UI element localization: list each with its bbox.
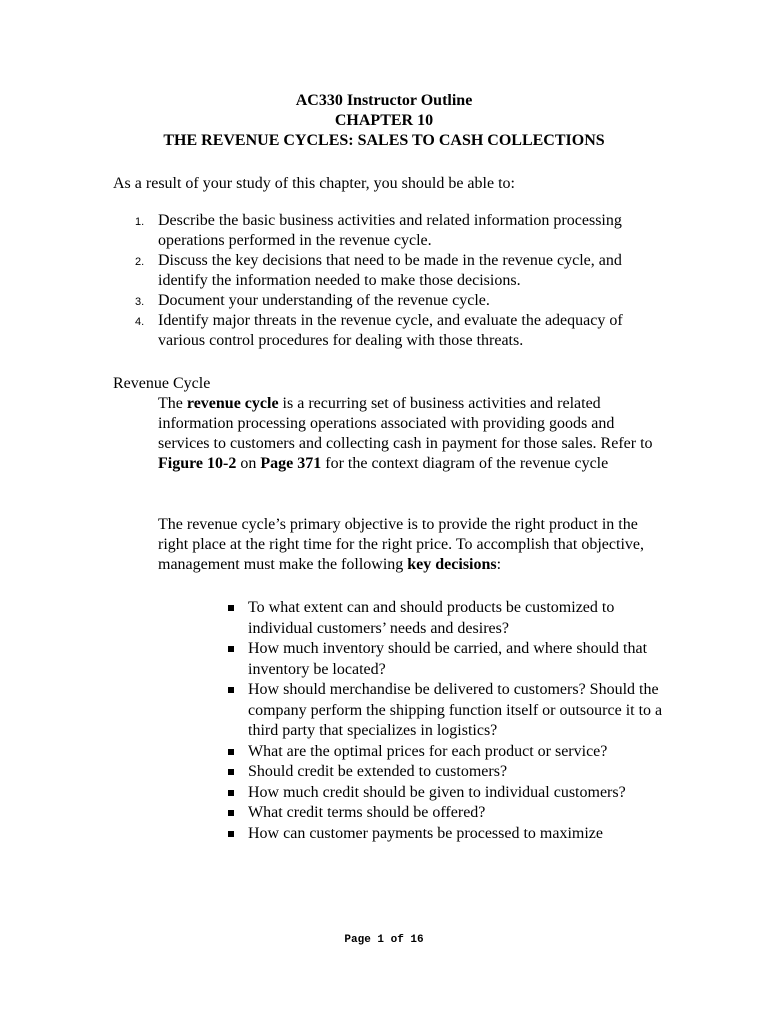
decision-item — [228, 598, 668, 639]
objective-text: Identify major threats in the revenue cycle, and evaluate the adequacy of various control procedures for dealing with those threats. — [158, 312, 623, 349]
page-number: Page 1 of 16 — [344, 934, 424, 946]
decision-item — [228, 639, 668, 680]
objective-number: 1. — [135, 216, 145, 228]
decision-text: How much inventory should be carried, and where should that inventory be located? — [248, 640, 648, 678]
course-title: AC330 Instructor Outline — [295, 92, 473, 109]
revenue-cycle-definition — [158, 394, 668, 474]
primary-objective-paragraph — [158, 515, 668, 575]
decision-text: To what extent can and should products be customized to individual customers’ needs and desires? — [248, 599, 615, 637]
para-text: : — [496, 556, 502, 573]
key-decisions-list — [228, 598, 668, 844]
objective-number: 4. — [135, 316, 145, 328]
decision-text: What credit terms should be offered? — [248, 804, 486, 821]
decision-item — [228, 824, 668, 845]
square-bullet-icon — [228, 605, 234, 611]
decision-text: What are the optimal prices for each product or service? — [248, 742, 608, 760]
objective-text: Document your understanding of the revenue cycle. — [158, 292, 490, 309]
page-reference: Page 371 — [260, 455, 322, 472]
para-text: The revenue cycle’s primary objective is to provide the right product in the right place at the right time for the right price. To accomplish that objective, management must make the following — [158, 516, 644, 573]
square-bullet-icon — [228, 790, 234, 796]
objective-item — [113, 251, 673, 291]
objective-text: Describe the basic business activities and related information processing operations performed in the revenue cycle. — [158, 212, 622, 249]
square-bullet-icon — [228, 810, 234, 816]
objective-text: Discuss the key decisions that need to be made in the revenue cycle, and identify the information needed to make those decisions. — [158, 252, 622, 289]
chapter-title: THE REVENUE CYCLES: SALES TO CASH COLLECTIONS — [163, 132, 605, 149]
term-key-decisions: key decisions — [407, 556, 497, 573]
objective-item — [113, 311, 673, 351]
decision-item — [228, 783, 668, 804]
decision-text: How much credit should be given to individual customers? — [248, 783, 626, 801]
term-revenue-cycle: revenue cycle — [186, 395, 279, 412]
para-text: on — [236, 455, 261, 472]
objective-item — [113, 291, 673, 311]
square-bullet-icon — [228, 831, 234, 837]
para-text: for the context diagram of the revenue cycle — [321, 455, 609, 472]
square-bullet-icon — [228, 687, 234, 693]
objectives-list — [113, 211, 673, 351]
objective-number: 3. — [135, 296, 145, 308]
square-bullet-icon — [228, 749, 234, 755]
objective-number: 2. — [135, 256, 145, 268]
figure-reference: Figure 10-2 — [158, 455, 237, 472]
chapter-number: CHAPTER 10 — [334, 112, 434, 129]
decision-item — [228, 742, 668, 763]
decision-text: Should credit be extended to customers? — [248, 763, 508, 780]
para-text: is a recurring set of business activities and related information processing operations associated with providing goods and services to customers and collecting cash in payment for those sales. Refer to — [158, 395, 653, 452]
square-bullet-icon — [228, 769, 234, 775]
decision-item — [228, 680, 668, 742]
decision-text: How should merchandise be delivered to customers? Should the company perform the shipping function itself or outsource it to a third party that specializes in logistics? — [248, 681, 663, 739]
objective-item — [113, 211, 673, 251]
decision-text: How can customer payments be processed to maximize — [248, 824, 603, 842]
section-heading: Revenue Cycle — [113, 375, 211, 392]
para-text: The — [158, 395, 187, 412]
decision-item — [228, 762, 668, 783]
intro-text: As a result of your study of this chapter, you should be able to: — [113, 175, 515, 192]
decision-item — [228, 803, 668, 824]
square-bullet-icon — [228, 646, 234, 652]
